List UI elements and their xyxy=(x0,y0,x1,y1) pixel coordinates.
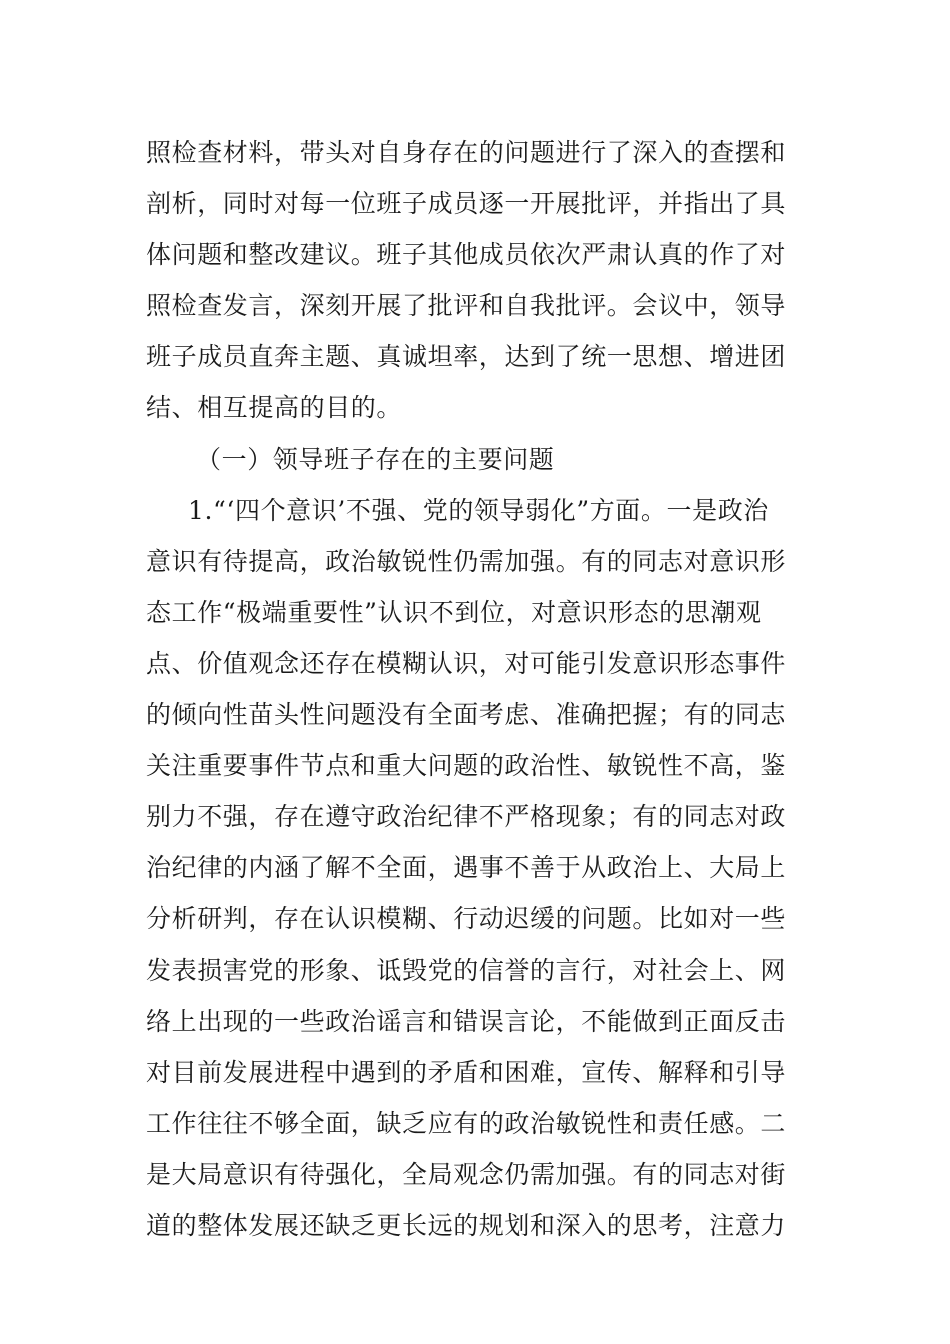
text-line: 对目前发展进程中遇到的矛盾和困难，宣传、解释和引导 xyxy=(146,1057,787,1087)
text-line: 别力不强，存在遵守政治纪律不严格现象；有的同志对政 xyxy=(146,802,787,832)
text-line: 照检查材料，带头对自身存在的问题进行了深入的查摆和 xyxy=(146,138,787,167)
text-line: 络上出现的一些政治谣言和错误言论，不能做到正面反击 xyxy=(146,1006,787,1036)
text-line: 照检查发言，深刻开展了批评和自我批评。会议中，领导 xyxy=(146,291,787,321)
text-line: 发表损害党的形象、诋毁党的信誉的言行，对社会上、网 xyxy=(146,955,787,985)
text-line: 工作往往不够全面，缺乏应有的政治敏锐性和责任感。二 xyxy=(146,1108,787,1138)
text-line: 治纪律的内涵了解不全面，遇事不善于从政治上、大局上 xyxy=(146,853,787,883)
text-line: 关注重要事件节点和重大问题的政治性、敏锐性不高，鉴 xyxy=(146,751,787,781)
text-line: 分析研判，存在认识模糊、行动迟缓的问题。比如对一些 xyxy=(146,904,787,934)
text-line: 的倾向性苗头性问题没有全面考虑、准确把握；有的同志 xyxy=(146,700,787,730)
text-line: 结、相互提高的目的。 xyxy=(146,393,403,423)
text-line: 态工作“极端重要性”认识不到位，对意识形态的思潮观 xyxy=(146,597,762,627)
text-line: 剖析，同时对每一位班子成员逐一开展批评，并指出了具 xyxy=(146,189,787,219)
text-line: 体问题和整改建议。班子其他成员依次严肃认真的作了对 xyxy=(146,240,787,270)
section-heading: （一）领导班子存在的主要问题 xyxy=(196,444,555,474)
text-line: 班子成员直奔主题、真诚坦率，达到了统一思想、增进团 xyxy=(146,342,787,372)
text-line: 点、价值观念还存在模糊认识，对可能引发意识形态事件 xyxy=(146,648,787,678)
text-line: 是大局意识有待强化，全局观念仍需加强。有的同志对街 xyxy=(146,1159,787,1189)
item-heading-line: 1.“‘四个意识’不强、党的领导弱化”方面。一是政治 xyxy=(188,495,769,525)
body-text xyxy=(146,127,808,1251)
text-line: 意识有待提高，政治敏锐性仍需加强。有的同志对意识形 xyxy=(146,546,787,576)
text-line: 道的整体发展还缺乏更长远的规划和深入的思考，注意力 xyxy=(146,1210,787,1240)
